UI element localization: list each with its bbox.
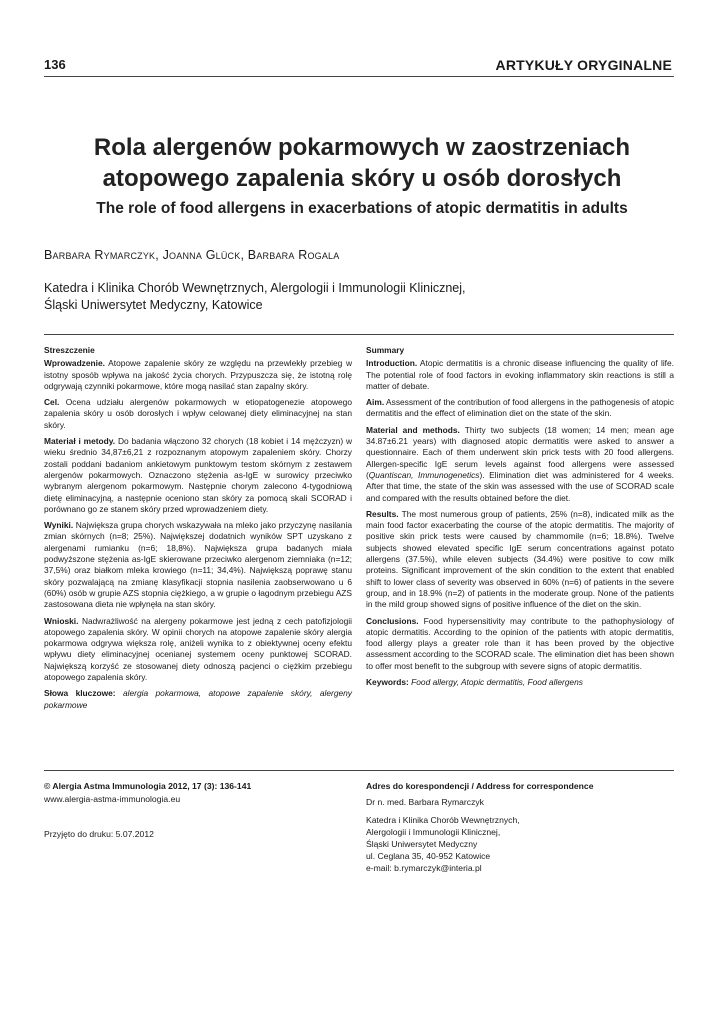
label-methods: Materiał i metody. <box>44 436 116 447</box>
abstract-paragraph-methods <box>44 436 352 515</box>
label-aim: Cel. <box>44 397 60 408</box>
label-intro: Wprowadzenie. <box>44 358 105 369</box>
correspondence-line-4: ul. Ceglana 35, 40-952 Katowice <box>366 851 491 861</box>
abstract-paragraph-conclusions <box>366 616 674 672</box>
abstract-paragraph-aim <box>366 397 674 420</box>
journal-website-link[interactable]: www.alergia-astma-immunologia.eu <box>44 794 181 804</box>
text-methods-a: Thirty two subjects (18 women; 14 men; mean age 34.87±6.21 years) with diagnosed atopic dermatitis were asked to answer a questionnaire. Each of them underwent skin prick tests with 20 food allergens. Allergen-specific IgE serum levels against food allergens were assessed ( <box>366 424 674 480</box>
label-results: Results. <box>366 508 399 519</box>
label-keywords: Keywords: <box>366 677 409 688</box>
abstract-english <box>366 345 674 693</box>
label-methods: Material and methods. <box>366 424 460 435</box>
label-keywords: Słowa kluczowe: <box>44 688 116 699</box>
label-results: Wyniki. <box>44 520 74 531</box>
correspondence-line-3: Śląski Uniwersytet Medyczny <box>366 839 478 849</box>
publication-info <box>44 780 344 841</box>
article-title <box>40 132 684 194</box>
text-conclusions: Nadwrażliwość na alergeny pokarmowe jest jedną z cech patofizjologii atopowego zapalenia skóry. W opinii chorych na atopowe zapalenie skóry alergia pokarmowa odgrywa większa rolę, aniżeli wynika to z obiektywnej oceny efektu wpływu diety eliminacyjnej ocenianej systemem oceny punktowej SCORAD. Największą korzyść ze stosowanej diety odnoszą pacjenci o ciężkim przebiegu atopowego zapalenia skóry. <box>44 615 352 683</box>
copyright-line: © Alergia Astma Immunologia 2012, 17 (3): 136-141 <box>44 781 252 791</box>
abstract-polish <box>44 345 352 716</box>
abstract-keywords-en <box>366 677 674 688</box>
section-label: ARTYKUŁY ORYGINALNE <box>495 57 672 73</box>
affiliation-line-1: Katedra i Klinika Chorób Wewnętrznych, Alergologii i Immunologii Klinicznej, <box>44 281 466 295</box>
affiliation-line-2: Śląski Uniwersytet Medyczny, Katowice <box>44 298 263 312</box>
correspondence-line-2: Alergologii i Immunologii Klinicznej, <box>366 827 501 837</box>
abstract-paragraph-aim <box>44 397 352 431</box>
affiliation <box>44 280 466 314</box>
text-keywords: Food allergy, Atopic dermatitis, Food allergens <box>411 677 583 688</box>
text-methods-italic: Quantiscan, Immunogenetics <box>368 469 480 480</box>
abstract-paragraph-results <box>366 509 674 611</box>
text-intro: Atopowe zapalenie skóry ze względu na przewlekły przebieg w istotny sposób wpływa na jakość życia chorych. Przypuszcza się, że istotną rolę odgrywają czynniki pokarmowe, które mogą nasilać stan zapalny skóry. <box>44 358 352 391</box>
text-conclusions: Food hypersensitivity may contribute to the pathophysiology of atopic dermatitis. According to the opinion of the patients with atopic dermatitis, food allergy plays a greater role than it has been proved by the objective assessment according to the SCORAD scale. The elimination diet has been shown to offer most benefit to the subgroup with severe signs of atopic dermatitis. <box>366 615 675 671</box>
title-line-1: Rola alergenów pokarmowych w zaostrzeniach <box>93 134 631 161</box>
abstract-paragraph-results <box>44 520 352 610</box>
abstract-paragraph-intro <box>366 358 674 392</box>
correspondence-heading: Adres do korespondencji / Address for correspondence <box>366 781 594 791</box>
abstract-paragraph-methods <box>366 425 674 504</box>
text-aim: Ocena udziału alergenów pokarmowych w etiopatogenezie atopowego zapalenia skóry u osób dorosłych i wpływ celowanej diety eliminacyjnej na stan skóry. <box>44 397 352 430</box>
footer-rule <box>44 770 674 771</box>
abstract-top-rule <box>44 334 674 335</box>
accepted-date: Przyjęto do druku: 5.07.2012 <box>44 829 154 839</box>
english-title: The role of food allergens in exacerbations of atopic dermatitis in adults <box>96 200 628 217</box>
title-line-2: atopowego zapalenia skóry u osób dorosłych <box>102 165 622 192</box>
label-conclusions: Wnioski. <box>44 615 79 626</box>
abstract-heading-pl: Streszczenie <box>44 345 95 355</box>
label-aim: Aim. <box>366 397 385 408</box>
page-number: 136 <box>44 57 66 72</box>
correspondence-email-link[interactable]: e-mail: b.rymarczyk@interia.pl <box>366 863 482 873</box>
label-intro: Introduction. <box>366 358 418 369</box>
text-aim: Assessment of the contribution of food allergens in the pathogenesis of atopic dermatitis and the effect of elimination diet on the state of the skin. <box>366 397 674 419</box>
abstract-keywords-pl <box>44 688 352 711</box>
correspondence-line-1: Katedra i Klinika Chorób Wewnętrznych, <box>366 815 520 825</box>
correspondence-address <box>366 780 676 874</box>
abstract-heading-en: Summary <box>366 345 405 355</box>
correspondence-name: Dr n. med. Barbara Rymarczyk <box>366 797 484 807</box>
text-keywords: alergia pokarmowa, atopowe zapalenie skóry, alergeny pokarmowe <box>44 688 352 710</box>
abstract-paragraph-intro <box>44 358 352 392</box>
header-rule <box>44 76 674 77</box>
label-conclusions: Conclusions. <box>366 615 419 626</box>
author-list: Barbara Rymarczyk, Joanna Glück, Barbara Rogala <box>44 248 340 262</box>
text-methods-b: ). Elimination diet was administered for 4 weeks. After that time, the state of the skin was assessed with the use of SCORAD scale and compared with the results obtained before the diet. <box>366 469 674 503</box>
text-intro: Atopic dermatitis is a chronic disease influencing the quality of life. The potential role of food factors in evoking inflammatory skin reactions is still a matter of debate. <box>366 358 674 391</box>
text-results: The most numerous group of patients, 25% (n=8), indicated milk as the main food factor exacerbating the course of the atopic dermatitis. The majority of positive skin prick tests were caused by chammomile (n=6; 18.8%). Twelve subjects showed elevated specific IgE serum concentrations against potato allergens (37.5%), while eleven subjects (34.4%) were positive to cow milk proteins. Significant improvement of the skin condition to the extent that enabled shift to lower class of severity was observed in 60% (n=6) of patients in the severe group, and in 18.9% (n=2) of patients in the moderate group. None of the patients in the mild group showed signs of positive influence of the diet on the skin. <box>366 508 674 610</box>
text-methods: Do badania włączono 32 chorych (18 kobiet i 14 mężczyzn) w wieku średnio 34,87±6,21 z rozpoznanym atopowym zapaleniem skóry. Chorzy zostali poddani badaniom ankietowym punktowym testom skórnym z zestawem alergenów pokarmowych. Oznaczono stężenia as-IgE w surowicy przeciwko wybranym alergenom pokarmowym. Następnie chorym zalecono 4-tygodniową dietę eliminacyjną, a następnie oceniono stan skóry za pomocą skali SCORAD i porównano go ze stanem skóry przed wprowadzeniem diety. <box>44 436 352 514</box>
abstract-paragraph-conclusions <box>44 616 352 684</box>
text-results: Największa grupa chorych wskazywała na mleko jako przyczynę nasilania zmian skórnych (n=8; 25%). Największej dodatnich wyników SPT uzyskano z alergenami rumianku (n=6; 18,8%). Największa grupa badanych miała podwyższone stężenia as-IgE skierowane przeciwko alergenom ziemniaka (n=12; 37,5%) oraz białkom mleka krowiego (n=11; 34,4%). Największą poprawę stanu skóry pozwalającą na zmianę klasyfikacji stopnia nasilenia zaobserwowano u 6 (60%) osób w grupie AZS stopnia ciężkiego, a w grupie o łagodnym przebiegu AZS zastosowana dieta nie wpłynęła na stan skóry. <box>44 520 353 610</box>
